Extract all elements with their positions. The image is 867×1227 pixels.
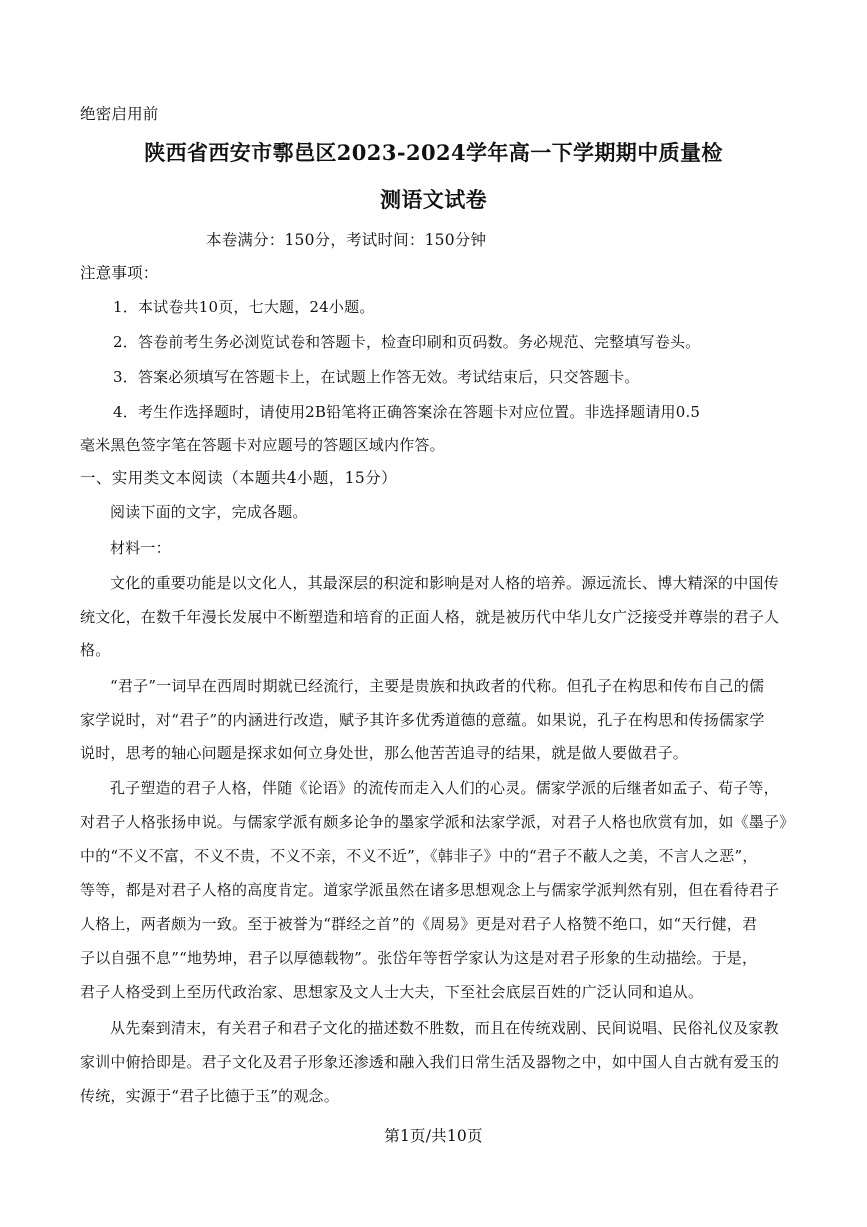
paragraph-line: 中的“不义不富，不义不贵，不义不亲，不义不近”，《韩非子》中的“君子不蔽人之美，不言人之恶”， — [80, 847, 758, 865]
paragraph-line: 孔子塑造的君子人格，伴随《论语》的流传而走入人们的心灵。儒家学派的后继者如孟子、荀子等， — [110, 779, 779, 797]
paragraph-line: 统文化，在数千年漫长发展中不断塑造和培育的正面人格，就是被历代中华儿女广泛接受并尊崇的君子人 — [80, 608, 780, 626]
paragraph-line: 君子人格受到上至历代政治家、思想家及文人士大夫，下至社会底层百姓的广泛认同和追从。 — [80, 983, 704, 1001]
paragraph-line: 家训中俯拾即是。君子文化及君子形象还渗透和融入我们日常生活及器物之中，如中国人自古就有爱玉的 — [80, 1053, 780, 1071]
paragraph-line: “君子”一词早在西周时期就已经流行，主要是贵族和执政者的代称。但孔子在构思和传布自己的儒 — [110, 677, 765, 695]
paragraph-line: 对君子人格张扬申说。与儒家学派有颇多论争的墨家学派和法家学派，对君子人格也欣赏有加，如《墨子》 — [80, 813, 795, 831]
paragraph-line: 人格上，两者颇为一致。至于被誉为“群经之首”的《周易》更是对君子人格赞不绝口，如“天行健，君 — [80, 915, 758, 933]
paragraph-line: 传统，实源于“君子比德于玉”的观念。 — [80, 1087, 339, 1105]
exam-title-line-1: 陕西省西安市鄠邑区2023-2024学年高一下学期期中质量检 — [144, 140, 723, 165]
section-heading: 一、实用类文本阅读（本题共4小题，15分） — [80, 469, 397, 487]
notice-item-3: 3．答案必须填写在答题卡上，在试题上作答无效。考试结束后，只交答题卡。 — [113, 368, 640, 386]
paragraph-line: 文化的重要功能是以文化人，其最深层的积淀和影响是对人格的培养。源远流长、博大精深的中国传 — [110, 574, 779, 592]
exam-title-line-2: 测语文试卷 — [380, 187, 487, 212]
paragraph-line: 从先秦到清末，有关君子和君子文化的描述数不胜数，而且在传统戏剧、民间说唱、民俗礼仪及家教 — [110, 1019, 779, 1037]
paragraph-line: 格。 — [80, 641, 111, 659]
paragraph-line: 等等，都是对君子人格的高度肯定。道家学派虽然在诸多思想观念上与儒家学派判然有别，但在看待君子 — [80, 881, 780, 899]
notice-item-4: 4．考生作选择题时，请使用2B铅笔将正确答案涂在答题卡对应位置。非选择题请用0.5 — [113, 403, 701, 421]
exam-meta: 本卷满分：150分，考试时间：150分钟 — [206, 231, 487, 249]
secret-label: 绝密启用前 — [80, 105, 159, 123]
notice-item-2: 2．答卷前考生务必浏览试卷和答题卡，检查印刷和页码数。务必规范、完整填写卷头。 — [113, 333, 701, 351]
notice-heading: 注意事项： — [80, 264, 159, 282]
page-footer: 第1页/共10页 — [384, 1127, 483, 1145]
paragraph-line: 说时，思考的轴心问题是探求如何立身处世，那么他苦苦追寻的结果，就是做人要做君子。 — [80, 744, 689, 762]
material-label: 材料一： — [110, 539, 171, 557]
paragraph-line: 家学说时，对“君子”的内涵进行改造，赋予其许多优秀道德的意蕴。如果说，孔子在构思和传扬儒家学 — [80, 711, 765, 729]
paragraph-line: 子以自强不息”“地势坤，君子以厚德载物”。张岱年等哲学家认为这是对君子形象的生动描绘。于是， — [80, 949, 758, 967]
notice-item-4-continued: 毫米黑色签字笔在答题卡对应题号的答题区域内作答。 — [80, 436, 445, 454]
notice-item-1: 1．本试卷共10页，七大题，24小题。 — [113, 298, 375, 316]
reading-instruction: 阅读下面的文字，完成各题。 — [110, 503, 308, 521]
